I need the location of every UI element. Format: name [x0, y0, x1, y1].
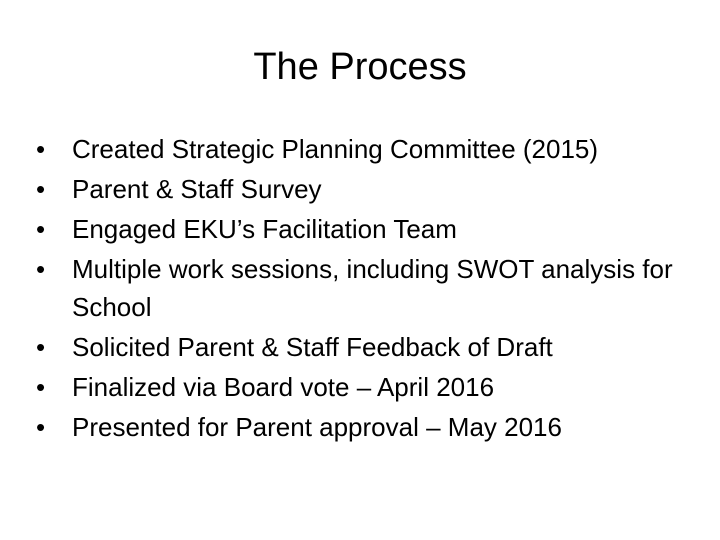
bullet-text: Solicited Parent & Staff Feedback of Draft — [72, 332, 553, 362]
bullet-item-work-sessions — [36, 250, 696, 326]
bullet-item-feedback — [36, 328, 696, 366]
bullet-item-facilitation — [36, 210, 696, 248]
bullet-icon: • — [36, 254, 46, 284]
bullet-text: Created Strategic Planning Committee (2015) — [72, 134, 599, 164]
bullet-item-board-vote — [36, 368, 696, 406]
bullet-icon: • — [36, 174, 46, 204]
bullet-text: Engaged EKU’s Facilitation Team — [72, 214, 457, 244]
slide-title: The Process — [253, 46, 467, 88]
bullet-icon: • — [36, 134, 46, 164]
bullet-item-parent-approval — [36, 408, 696, 446]
bullet-text: Finalized via Board vote – April 2016 — [72, 372, 495, 402]
bullet-text: Multiple work sessions, including SWOT analysis for School — [72, 254, 673, 322]
bullet-item-committee — [36, 130, 696, 168]
bullet-text: Presented for Parent approval – May 2016 — [72, 412, 562, 442]
bullet-icon: • — [36, 372, 46, 402]
bullet-icon: • — [36, 412, 46, 442]
bullet-icon: • — [36, 332, 46, 362]
bullet-text: Parent & Staff Survey — [72, 174, 322, 204]
bullet-icon: • — [36, 214, 46, 244]
bullet-list — [36, 130, 696, 448]
bullet-item-survey — [36, 170, 696, 208]
